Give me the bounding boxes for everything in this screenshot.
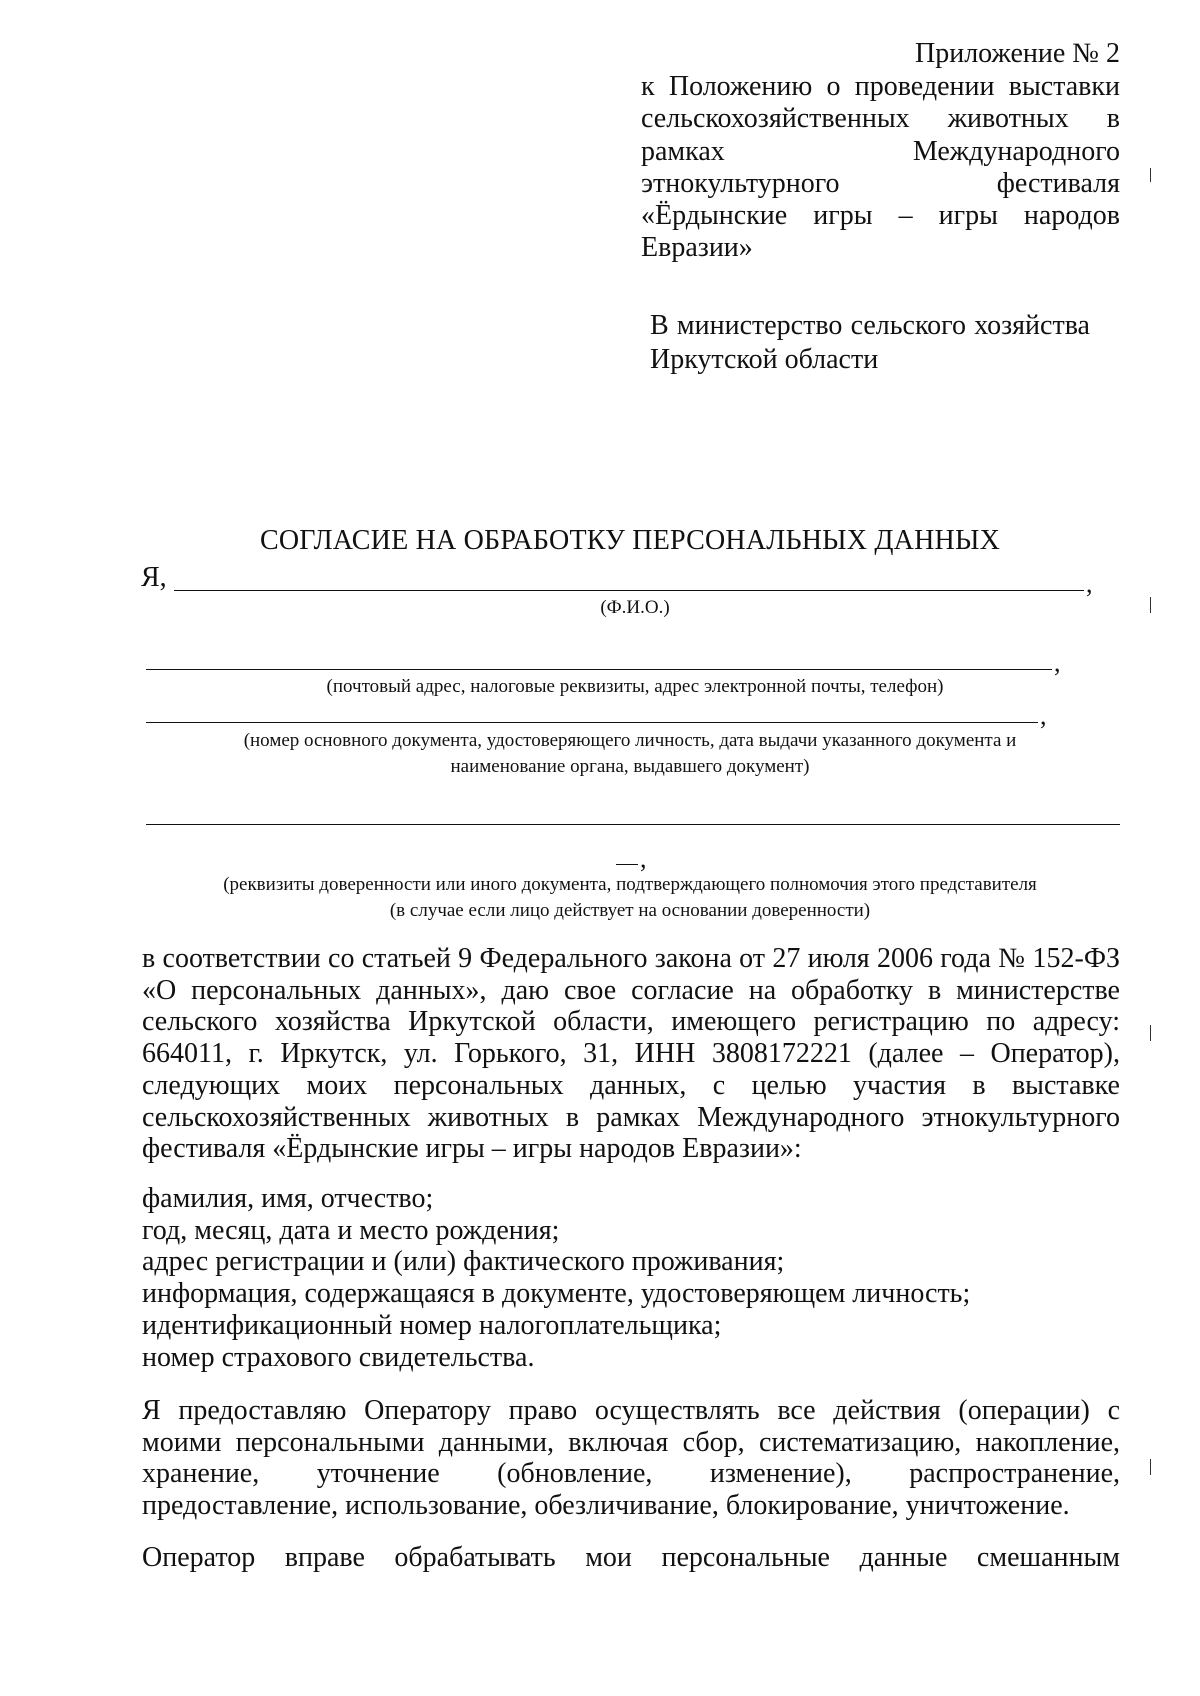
list-item: год, месяц, дата и место рождения; — [142, 1214, 560, 1246]
list-item: номер страхового свидетельства. — [142, 1341, 535, 1373]
proxy-line-comma: , — [640, 844, 647, 873]
scan-mark — [1150, 1459, 1151, 1475]
document-title: СОГЛАСИЕ НА ОБРАБОТКУ ПЕРСОНАЛЬНЫХ ДАННЫХ — [259, 525, 1000, 556]
name-prefix: Я, — [141, 562, 167, 593]
name-blank-line — [174, 590, 1084, 591]
address-line-comma: , — [1054, 648, 1061, 677]
appendix-description: к Положению о проведении выставки сельскохозяйственных животных в рамках Международного этнокультурного фестиваля «Ёрдынские игры – игры народов Евразии» — [641, 71, 1120, 264]
list-item: фамилия, имя, отчество; — [142, 1183, 434, 1214]
list-item: идентификационный номер налогоплательщика; — [142, 1309, 722, 1341]
proxy-blank-line — [146, 824, 1120, 825]
address-caption: (почтовый адрес, налоговые реквизиты, адрес электронной почты, телефон) — [326, 676, 944, 697]
operator-paragraph: Оператор вправе обрабатывать мои персональные данные смешанным — [142, 1542, 1120, 1573]
proxy-caption-line-2: (в случае если лицо действует на основании доверенности) — [389, 900, 871, 921]
proxy-caption-line-1: (реквизиты доверенности или иного документа, подтверждающего полномочия этого представителя — [223, 874, 1037, 895]
document-line-comma: , — [1040, 701, 1047, 730]
scan-mark — [1150, 168, 1151, 182]
list-item: адрес регистрации и (или) фактического проживания; — [142, 1246, 785, 1278]
list-item: информация, содержащаяся в документе, удостоверяющем личность; — [142, 1278, 971, 1310]
addressee: В министерство сельского хозяйства Иркутской области — [650, 310, 1090, 375]
address-blank-line — [146, 669, 1052, 670]
name-caption: (Ф.И.О.) — [600, 597, 670, 618]
proxy-blank-line-end — [616, 864, 638, 865]
name-line-comma: , — [1086, 569, 1093, 598]
personal-data-list — [142, 1183, 1120, 1373]
appendix-number: Приложение № 2 — [915, 38, 1120, 69]
document-caption-line-1: (номер основного документа, удостоверяющего личность, дата выдачи указанного документа и — [243, 730, 1017, 751]
document-blank-line — [146, 722, 1038, 723]
scan-mark — [1150, 597, 1151, 613]
rights-paragraph: Я предоставляю Оператору право осуществлять все действия (операции) с моими персональными данными, включая сбор, систематизацию, накопление, хранение, уточнение (обновление, изменение), распространение, предоставление, использование, обезличивание, блокирование, уничтожение. — [142, 1395, 1120, 1522]
scan-mark — [1150, 1025, 1151, 1041]
consent-paragraph: в соответствии со статьей 9 Федерального закона от 27 июля 2006 года № 152-ФЗ «О персональных данных», даю свое согласие на обработку в министерстве сельского хозяйства Иркутской области, имеющего регистрацию по адресу: 664011, г. Иркутск, ул. Горького, 31, ИНН 3808172221 (далее – Оператор), следующих моих персональных данных, с целью участия в выставке сельскохозяйственных животных в рамках Международного этнокультурного фестиваля «Ёрдынские игры – игры народов Евразии»: — [142, 943, 1120, 1165]
document-caption-line-2: наименование органа, выдавшего документ) — [450, 756, 810, 777]
